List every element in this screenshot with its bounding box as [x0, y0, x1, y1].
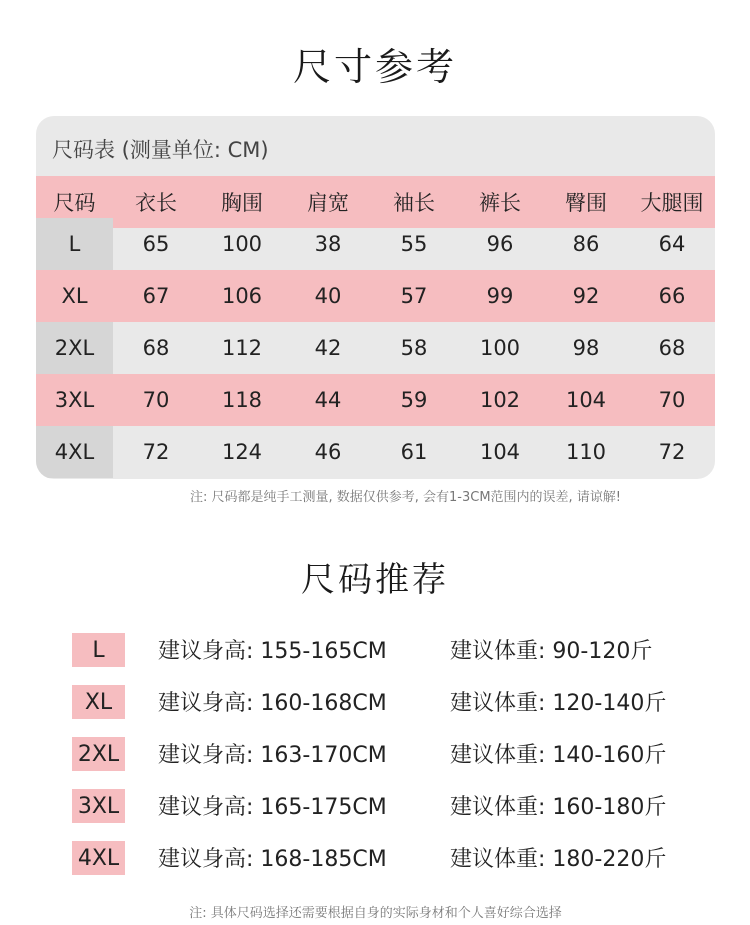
table-row: [36, 218, 715, 270]
table-caption: 尺码表 (测量单位: CM): [52, 138, 269, 162]
size-badge: L: [72, 633, 125, 667]
height-recommendation: 建议身高: 168-185CM: [158, 847, 387, 872]
header-cell: 袖长: [393, 191, 435, 215]
data-cell: 102: [479, 388, 521, 412]
size-cell: 4XL: [36, 426, 113, 478]
header-cell: 大腿围: [640, 191, 704, 215]
size-cell: 2XL: [36, 322, 113, 374]
size-cell: 3XL: [54, 388, 95, 412]
weight-recommendation: 建议体重: 140-160斤: [450, 743, 667, 768]
data-cell: 72: [658, 440, 686, 464]
size-badge: XL: [72, 685, 125, 719]
data-cell: 106: [221, 284, 263, 308]
weight-recommendation: 建议体重: 90-120斤: [450, 639, 653, 664]
recommend-row: [0, 734, 750, 774]
table-row: [36, 426, 715, 478]
data-cell: 72: [142, 440, 170, 464]
size-badge: 3XL: [72, 789, 125, 823]
size-badge: 4XL: [72, 841, 125, 875]
data-cell: 44: [314, 388, 342, 412]
data-cell: 70: [142, 388, 170, 412]
weight-recommendation: 建议体重: 180-220斤: [450, 847, 667, 872]
data-cell: 110: [565, 440, 607, 464]
header-cell: 裤长: [479, 191, 521, 215]
header-cell: 肩宽: [307, 191, 349, 215]
data-cell: 104: [479, 440, 521, 464]
table-row: [36, 322, 715, 374]
data-cell: 118: [221, 388, 263, 412]
height-recommendation: 建议身高: 165-175CM: [158, 795, 387, 820]
recommend-row: [0, 682, 750, 722]
weight-recommendation: 建议体重: 120-140斤: [450, 691, 667, 716]
data-cell: 70: [658, 388, 686, 412]
data-cell: 58: [400, 336, 428, 360]
size-cell: L: [36, 218, 113, 270]
height-recommendation: 建议身高: 155-165CM: [158, 639, 387, 664]
height-recommendation: 建议身高: 160-168CM: [158, 691, 387, 716]
size-reference-title: 尺寸参考: [292, 45, 457, 89]
data-cell: 64: [658, 232, 686, 256]
header-cell: 衣长: [135, 191, 177, 215]
data-cell: 104: [565, 388, 607, 412]
data-cell: 96: [486, 232, 514, 256]
data-cell: 68: [658, 336, 686, 360]
data-cell: 59: [400, 388, 428, 412]
data-cell: 100: [221, 232, 263, 256]
data-cell: 98: [572, 336, 600, 360]
height-recommendation: 建议身高: 163-170CM: [158, 743, 387, 768]
data-cell: 124: [221, 440, 263, 464]
recommend-note: 注: 具体尺码选择还需要根据自身的实际身材和个人喜好综合选择: [189, 906, 562, 921]
header-cell: 臀围: [565, 191, 607, 215]
header-cell: 尺码: [53, 191, 96, 215]
data-cell: 61: [400, 440, 428, 464]
size-chart-table: [36, 116, 715, 479]
table-row: [36, 270, 715, 322]
data-cell: 99: [486, 284, 514, 308]
recommend-row: [0, 786, 750, 826]
data-cell: 100: [479, 336, 521, 360]
data-cell: 66: [658, 284, 686, 308]
data-cell: 68: [142, 336, 170, 360]
size-cell: XL: [61, 284, 88, 308]
data-cell: 57: [400, 284, 428, 308]
data-cell: 55: [400, 232, 428, 256]
recommend-row: [0, 838, 750, 878]
data-cell: 42: [314, 336, 342, 360]
weight-recommendation: 建议体重: 160-180斤: [450, 795, 667, 820]
size-badge: 2XL: [72, 737, 125, 771]
recommend-row: [0, 630, 750, 670]
header-cell: 胸围: [221, 191, 263, 215]
data-cell: 46: [314, 440, 342, 464]
data-cell: 92: [572, 284, 600, 308]
data-cell: 112: [221, 336, 263, 360]
data-cell: 67: [142, 284, 170, 308]
measurement-note: 注: 尺码都是纯手工测量, 数据仅供参考, 会有1-3CM范围内的误差, 请谅解!: [189, 490, 622, 505]
data-cell: 38: [314, 232, 342, 256]
table-row: [36, 374, 715, 426]
data-cell: 65: [142, 232, 170, 256]
size-recommend-title: 尺码推荐: [301, 560, 449, 600]
data-cell: 86: [572, 232, 600, 256]
data-cell: 40: [314, 284, 342, 308]
